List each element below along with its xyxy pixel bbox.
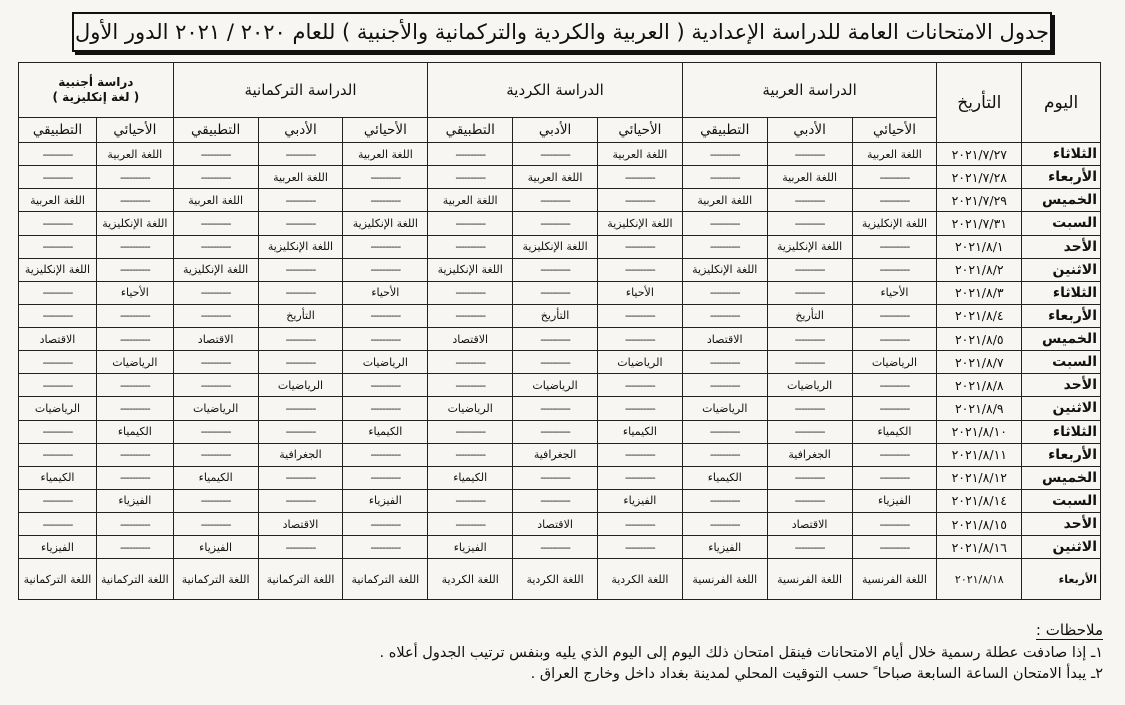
subject-cell: ---------- (682, 281, 767, 304)
day-cell: الأحد (1022, 235, 1101, 258)
group-header-foreign (19, 63, 174, 118)
subject-cell: اللغة العربية (173, 189, 258, 212)
subject-cell: ---------- (258, 397, 343, 420)
subject-cell: ---------- (767, 281, 852, 304)
group-header-turkmen: الدراسة التركمانية (173, 63, 428, 118)
subject-cell: ---------- (852, 189, 937, 212)
subject-cell: الفيزياء (343, 489, 428, 512)
subject-cell: ---------- (96, 466, 173, 489)
subject-cell: اللغة الإنكليزية (682, 258, 767, 281)
subject-cell: ---------- (852, 443, 937, 466)
subject-cell: ---------- (343, 443, 428, 466)
subject-cell: ---------- (96, 328, 173, 351)
branch-header-applied: التطبيقي (682, 118, 767, 143)
table-row (19, 351, 1101, 374)
day-cell: الاثنين (1022, 258, 1101, 281)
subject-cell: ---------- (96, 304, 173, 327)
subject-cell: ---------- (19, 443, 97, 466)
subject-cell: ---------- (258, 489, 343, 512)
subject-cell: ---------- (682, 374, 767, 397)
subject-cell: اللغة التركمانية (19, 559, 97, 600)
date-cell: ٢٠٢١/٨/٤ (937, 304, 1022, 327)
subject-cell: ---------- (343, 258, 428, 281)
subject-cell: الرياضيات (682, 397, 767, 420)
subject-cell: التأريخ (513, 304, 598, 327)
subject-cell: ---------- (428, 351, 513, 374)
subject-cell: ---------- (682, 420, 767, 443)
branch-header-applied: التطبيقي (19, 118, 97, 143)
subject-cell: الفيزياء (597, 489, 682, 512)
branch-header-applied: التطبيقي (428, 118, 513, 143)
subject-cell: اللغة الإنكليزية (258, 235, 343, 258)
subject-cell: اللغة الإنكليزية (767, 235, 852, 258)
date-column-header: التأريخ (937, 63, 1022, 143)
day-cell: الأربعاء (1022, 443, 1101, 466)
date-cell: ٢٠٢١/٨/٨ (937, 374, 1022, 397)
subject-cell: اللغة الفرنسية (852, 559, 937, 600)
date-cell: ٢٠٢١/٨/١٢ (937, 466, 1022, 489)
subject-cell: اللغة التركمانية (173, 559, 258, 600)
subject-cell: ---------- (852, 466, 937, 489)
subject-cell: ---------- (19, 212, 97, 235)
day-cell: الثلاثاء (1022, 143, 1101, 166)
date-cell: ٢٠٢١/٨/١٦ (937, 536, 1022, 559)
subject-cell: الأحياء (597, 281, 682, 304)
subject-cell: الرياضيات (19, 397, 97, 420)
subject-cell: ---------- (173, 281, 258, 304)
subject-cell: التأريخ (767, 304, 852, 327)
subject-cell: الفيزياء (173, 536, 258, 559)
day-cell: الأربعاء (1022, 166, 1101, 189)
subject-cell: ---------- (343, 466, 428, 489)
subject-cell: ---------- (258, 143, 343, 166)
subject-cell: ---------- (852, 536, 937, 559)
subject-cell: اللغة العربية (258, 166, 343, 189)
subject-cell: ---------- (428, 374, 513, 397)
table-row (19, 235, 1101, 258)
subject-cell: ---------- (767, 466, 852, 489)
subject-cell: الكيمياء (852, 420, 937, 443)
day-cell: الخميس (1022, 189, 1101, 212)
exam-schedule-table (18, 62, 1101, 600)
day-cell: الأربعاء (1022, 304, 1101, 327)
subject-cell: ---------- (96, 397, 173, 420)
date-cell: ٢٠٢١/٧/٣١ (937, 212, 1022, 235)
subject-cell: الاقتصاد (258, 513, 343, 536)
subject-cell: ---------- (852, 397, 937, 420)
day-cell: الثلاثاء (1022, 281, 1101, 304)
subject-cell: اللغة العربية (428, 189, 513, 212)
day-cell: الاثنين (1022, 397, 1101, 420)
subject-cell: ---------- (513, 281, 598, 304)
subject-cell: اللغة الإنكليزية (343, 212, 428, 235)
subject-cell: ---------- (173, 143, 258, 166)
date-cell: ٢٠٢١/٨/٥ (937, 328, 1022, 351)
subject-cell: ---------- (96, 513, 173, 536)
subject-cell: اللغة الفرنسية (682, 559, 767, 600)
subject-cell: ---------- (428, 143, 513, 166)
subject-cell: اللغة الإنكليزية (428, 258, 513, 281)
subject-cell: ---------- (96, 189, 173, 212)
subject-cell: ---------- (767, 189, 852, 212)
subject-cell: ---------- (428, 513, 513, 536)
subject-cell: الرياضيات (258, 374, 343, 397)
subject-cell: اللغة الكردية (428, 559, 513, 600)
subject-cell: اللغة التركمانية (343, 559, 428, 600)
subject-cell: ---------- (19, 235, 97, 258)
subject-cell: ---------- (428, 235, 513, 258)
subject-cell: الفيزياء (852, 489, 937, 512)
subject-cell: ---------- (597, 304, 682, 327)
subject-cell: التأريخ (258, 304, 343, 327)
table-row (19, 374, 1101, 397)
subject-cell: الكيمياء (173, 466, 258, 489)
subject-cell: ---------- (428, 166, 513, 189)
subject-cell: ---------- (19, 166, 97, 189)
subject-cell: الفيزياء (19, 536, 97, 559)
subject-cell: ---------- (597, 397, 682, 420)
subject-cell: الرياضيات (597, 351, 682, 374)
subject-cell: اللغة العربية (852, 143, 937, 166)
date-cell: ٢٠٢١/٨/١٥ (937, 513, 1022, 536)
subject-cell: الفيزياء (682, 536, 767, 559)
day-cell: الأحد (1022, 513, 1101, 536)
subject-cell: الكيمياء (19, 466, 97, 489)
subject-cell: ---------- (343, 374, 428, 397)
subject-cell: ---------- (428, 443, 513, 466)
subject-cell: ---------- (597, 189, 682, 212)
subject-cell: ---------- (767, 212, 852, 235)
group-header-arabic: الدراسة العربية (682, 63, 937, 118)
branch-header-biology: الأحيائي (96, 118, 173, 143)
subject-cell: ---------- (258, 189, 343, 212)
subject-cell: ---------- (258, 258, 343, 281)
subject-cell: ---------- (173, 513, 258, 536)
subject-cell: ---------- (682, 143, 767, 166)
date-cell: ٢٠٢١/٨/٣ (937, 281, 1022, 304)
subject-cell: ---------- (767, 351, 852, 374)
subject-cell: ---------- (258, 351, 343, 374)
subject-cell: اللغة الفرنسية (767, 559, 852, 600)
subject-cell: ---------- (767, 420, 852, 443)
subject-cell: ---------- (173, 489, 258, 512)
subject-cell: ---------- (513, 466, 598, 489)
subject-cell: ---------- (852, 258, 937, 281)
note-item: ١ـ إذا صادفت عطلة رسمية خلال أيام الامتحانات فينقل امتحان ذلك اليوم إلى اليوم الذي يليه وبنفس ترتيب الجدول أعلاه . (379, 645, 1103, 661)
subject-cell: الرياضيات (96, 351, 173, 374)
subject-cell: ---------- (597, 235, 682, 258)
subject-cell: ---------- (428, 489, 513, 512)
subject-cell: ---------- (343, 536, 428, 559)
table-row (19, 559, 1101, 600)
subject-cell: ---------- (343, 304, 428, 327)
subject-cell: ---------- (96, 258, 173, 281)
subject-cell: ---------- (19, 513, 97, 536)
date-cell: ٢٠٢١/٨/٩ (937, 397, 1022, 420)
subject-cell: ---------- (513, 258, 598, 281)
subject-cell: الكيمياء (597, 420, 682, 443)
subject-cell: ---------- (19, 351, 97, 374)
subject-cell: ---------- (682, 489, 767, 512)
subject-cell: ---------- (19, 489, 97, 512)
subject-cell: الأحياء (343, 281, 428, 304)
subject-cell: ---------- (173, 420, 258, 443)
subject-cell: ---------- (682, 235, 767, 258)
date-cell: ٢٠٢١/٧/٢٩ (937, 189, 1022, 212)
subject-cell: ---------- (513, 189, 598, 212)
subject-cell: ---------- (19, 143, 97, 166)
date-cell: ٢٠٢١/٨/١١ (937, 443, 1022, 466)
subject-cell: ---------- (852, 235, 937, 258)
subject-cell: ---------- (597, 513, 682, 536)
day-cell: السبت (1022, 212, 1101, 235)
subject-cell: الاقتصاد (173, 328, 258, 351)
branch-header-biology: الأحيائي (597, 118, 682, 143)
subject-cell: ---------- (428, 304, 513, 327)
subject-cell: اللغة الإنكليزية (19, 258, 97, 281)
day-cell: الأربعاء (1022, 559, 1101, 600)
notes-heading: ملاحظات : (1035, 621, 1103, 639)
subject-cell: ---------- (852, 513, 937, 536)
subject-cell: ---------- (682, 443, 767, 466)
subject-cell: ---------- (258, 281, 343, 304)
subject-cell: اللغة التركمانية (96, 559, 173, 600)
subject-cell: اللغة التركمانية (258, 559, 343, 600)
subject-cell: ---------- (597, 536, 682, 559)
table-row (19, 489, 1101, 512)
table-row (19, 397, 1101, 420)
subject-cell: اللغة الإنكليزية (852, 212, 937, 235)
subject-cell: ---------- (96, 235, 173, 258)
subject-cell: الكيمياء (682, 466, 767, 489)
table-row (19, 189, 1101, 212)
table-row (19, 143, 1101, 166)
table-row (19, 281, 1101, 304)
subject-cell: ---------- (343, 235, 428, 258)
subject-cell: ---------- (513, 212, 598, 235)
subject-cell: ---------- (682, 166, 767, 189)
subject-cell: ---------- (428, 212, 513, 235)
subject-cell: ---------- (682, 304, 767, 327)
day-cell: الثلاثاء (1022, 420, 1101, 443)
subject-cell: الفيزياء (96, 489, 173, 512)
subject-cell: ---------- (513, 397, 598, 420)
subject-cell: اللغة العربية (96, 143, 173, 166)
branch-header-literary: الأدبي (767, 118, 852, 143)
subject-cell: ---------- (343, 189, 428, 212)
branch-header-biology: الأحيائي (343, 118, 428, 143)
subject-cell: ---------- (513, 536, 598, 559)
subject-cell: ---------- (513, 420, 598, 443)
subject-cell: ---------- (96, 374, 173, 397)
subject-cell: الرياضيات (343, 351, 428, 374)
subject-cell: اللغة الكردية (513, 559, 598, 600)
subject-cell: اللغة الإنكليزية (597, 212, 682, 235)
subject-cell: ---------- (767, 536, 852, 559)
date-cell: ٢٠٢١/٨/١٨ (937, 559, 1022, 600)
table-row (19, 513, 1101, 536)
subject-cell: الكيمياء (343, 420, 428, 443)
subject-cell: ---------- (173, 351, 258, 374)
table-row (19, 166, 1101, 189)
subject-cell: ---------- (767, 258, 852, 281)
subject-cell: اللغة العربية (682, 189, 767, 212)
date-cell: ٢٠٢١/٨/١٠ (937, 420, 1022, 443)
date-cell: ٢٠٢١/٧/٢٨ (937, 166, 1022, 189)
subject-cell: ---------- (852, 304, 937, 327)
subject-cell: ---------- (19, 374, 97, 397)
table-row (19, 443, 1101, 466)
subject-cell: ---------- (513, 328, 598, 351)
subject-cell: ---------- (173, 235, 258, 258)
subject-cell: ---------- (343, 397, 428, 420)
date-cell: ٢٠٢١/٨/١ (937, 235, 1022, 258)
subject-cell: ---------- (597, 258, 682, 281)
subject-cell: ---------- (852, 328, 937, 351)
subject-cell: ---------- (19, 420, 97, 443)
subject-cell: اللغة الإنكليزية (513, 235, 598, 258)
subject-cell: ---------- (19, 304, 97, 327)
subject-cell: الاقتصاد (19, 328, 97, 351)
day-cell: السبت (1022, 489, 1101, 512)
subject-cell: ---------- (513, 143, 598, 166)
subject-cell: اللغة الإنكليزية (96, 212, 173, 235)
subject-cell: ---------- (597, 443, 682, 466)
subject-cell: ---------- (767, 328, 852, 351)
table-row (19, 212, 1101, 235)
subject-cell: ---------- (173, 166, 258, 189)
subject-cell: اللغة العربية (19, 189, 97, 212)
subject-cell: اللغة الإنكليزية (173, 258, 258, 281)
subject-cell: ---------- (258, 466, 343, 489)
subject-cell: الأحياء (96, 281, 173, 304)
subject-cell: الجغرافية (513, 443, 598, 466)
table-row (19, 466, 1101, 489)
subject-cell: الرياضيات (428, 397, 513, 420)
subject-cell: ---------- (343, 328, 428, 351)
day-cell: الاثنين (1022, 536, 1101, 559)
subject-cell: الأحياء (852, 281, 937, 304)
subject-cell: ---------- (173, 304, 258, 327)
subject-cell: ---------- (597, 466, 682, 489)
subject-cell: ---------- (258, 420, 343, 443)
subject-cell: ---------- (19, 281, 97, 304)
subject-cell: الاقتصاد (767, 513, 852, 536)
subject-cell: اللغة العربية (597, 143, 682, 166)
subject-cell: ---------- (96, 536, 173, 559)
subject-cell: ---------- (96, 443, 173, 466)
subject-cell: الرياضيات (173, 397, 258, 420)
schedule-title: جدول الامتحانات العامة للدراسة الإعدادية ( العربية والكردية والتركمانية والأجنبية ) للعام ٢٠٢٠ / ٢٠٢١ الدور الأول (72, 12, 1052, 52)
notes-section (103, 620, 1103, 685)
subject-cell: ---------- (343, 166, 428, 189)
schedule-body (19, 143, 1101, 600)
subject-cell: ---------- (767, 397, 852, 420)
subject-cell: ---------- (682, 212, 767, 235)
table-row (19, 304, 1101, 327)
subject-cell: الكيمياء (428, 466, 513, 489)
day-cell: الخميس (1022, 328, 1101, 351)
table-row (19, 258, 1101, 281)
day-cell: الخميس (1022, 466, 1101, 489)
subject-cell: اللغة العربية (767, 166, 852, 189)
subject-cell: الاقتصاد (428, 328, 513, 351)
subject-cell: ---------- (767, 143, 852, 166)
subject-cell: ---------- (173, 374, 258, 397)
subject-cell: ---------- (767, 489, 852, 512)
subject-cell: ---------- (513, 351, 598, 374)
subject-cell: ---------- (96, 166, 173, 189)
subject-cell: ---------- (428, 420, 513, 443)
subject-cell: ---------- (852, 374, 937, 397)
subject-cell: ---------- (682, 351, 767, 374)
subject-cell: الرياضيات (513, 374, 598, 397)
subject-cell: ---------- (258, 328, 343, 351)
subject-cell: ---------- (258, 212, 343, 235)
subject-cell: ---------- (343, 513, 428, 536)
subject-cell: ---------- (513, 489, 598, 512)
branch-header-applied: التطبيقي (173, 118, 258, 143)
subject-cell: ---------- (173, 443, 258, 466)
date-cell: ٢٠٢١/٨/٧ (937, 351, 1022, 374)
subject-cell: ---------- (852, 166, 937, 189)
date-cell: ٢٠٢١/٨/١٤ (937, 489, 1022, 512)
subject-cell: الرياضيات (767, 374, 852, 397)
branch-header-literary: الأدبي (258, 118, 343, 143)
day-cell: السبت (1022, 351, 1101, 374)
subject-cell: ---------- (682, 513, 767, 536)
subject-cell: الرياضيات (852, 351, 937, 374)
foreign-header-line1: دراسة أجنبية (58, 75, 134, 89)
subject-cell: ---------- (597, 328, 682, 351)
subject-cell: ---------- (597, 374, 682, 397)
date-cell: ٢٠٢١/٧/٢٧ (937, 143, 1022, 166)
note-item: ٢ـ يبدأ الامتحان الساعة السابعة صباحا ً حسب التوقيت المحلي لمدينة بغداد داخل وخارج العراق . (530, 666, 1103, 682)
header-group-row (19, 63, 1101, 118)
subject-cell: ---------- (173, 212, 258, 235)
subject-cell: الجغرافية (258, 443, 343, 466)
subject-cell: ---------- (597, 166, 682, 189)
subject-cell: الفيزياء (428, 536, 513, 559)
subject-cell: اللغة العربية (513, 166, 598, 189)
day-cell: الأحد (1022, 374, 1101, 397)
foreign-header-line2: ( لغة إنكليزية ) (52, 90, 140, 104)
subject-cell: ---------- (258, 536, 343, 559)
table-row (19, 536, 1101, 559)
table-row (19, 328, 1101, 351)
subject-cell: اللغة الكردية (597, 559, 682, 600)
subject-cell: الكيمياء (96, 420, 173, 443)
day-column-header: اليوم (1022, 63, 1101, 143)
subject-cell: الاقتصاد (513, 513, 598, 536)
subject-cell: ---------- (428, 281, 513, 304)
branch-header-biology: الأحيائي (852, 118, 937, 143)
subject-cell: الاقتصاد (682, 328, 767, 351)
table-row (19, 420, 1101, 443)
group-header-kurdish: الدراسة الكردية (428, 63, 683, 118)
subject-cell: الجغرافية (767, 443, 852, 466)
date-cell: ٢٠٢١/٨/٢ (937, 258, 1022, 281)
subject-cell: اللغة العربية (343, 143, 428, 166)
branch-header-literary: الأدبي (513, 118, 598, 143)
